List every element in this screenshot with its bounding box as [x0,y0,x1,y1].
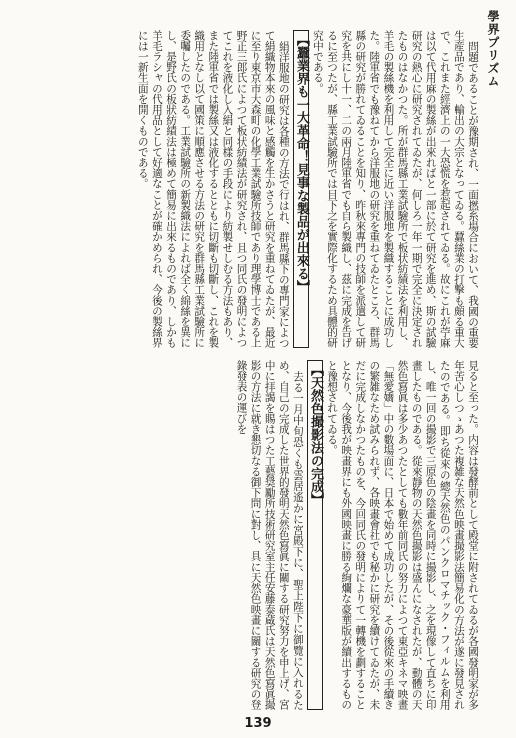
section-heading: 【天然色撮影法の完成】 [307,360,323,710]
paragraph: 絹洋服地の研究は各種の方法で行はれ、群馬縣下の專門家によつて絹織物本來の風味と感觸を生かさうと研究を重ねてゐたが、最近に至り東京市大森町の化學工業試驗所技師であり理學博士である上野正三郎氏によつて板状紡績法が研究され、且つ同氏の發明によつてこれを液化し入絹と同樣の手段により紡製せしむる方法もあり、また陸軍省では製絲又は液化するとともに切斷も切斷し、これを製織用となし以て國策に順應させる方法の研究を群馬縣工業試驗所に委囑したのである。工業試驗所の新製織法によれば全く綿絲を異にし、是野氏の板狀紡績法は極めて簡易に出來るものであり、しかも羊毛ラシャの代用品として好適なことが確かめられ、今後の製絲界には一新生面を開くものである。 [136,30,290,348]
upper-tier-text [18,30,480,348]
paragraph: 去る一月中旬恐くも雲居遙かに宮殿下に、聖上陛下に御覽に入れるため、自己の完成した世界的發明天然色寫眞に關する研究努力を申上げ、宮中に拝謁を賜はつた工藝奨勵所技術研究室主任安藤泰蔵氏は天然色寫眞撮影の方法に就き懇切なる御下問に對し、具に天然色映畫に關する研究の登錄發表の運びを [235,360,304,710]
paragraph: 見ると至った。内容は發酵前として殿堂に附されてゐるが各國發明家が多年苦心しつゝあつた複雑な天然色映畫撮影法簡易化の方法が遂に發見されたのである。即ち從來の總天然色のパンクロマチック・フィルムを利用し、唯一回の撮影で三原色の陰畫を同時に撮影し、之を現像して直ちに印畫したものである。從來靜物の天然色撮影は盛んになされたが、動體の天然色寫眞は多少あつたとしても數年前同氏の努力によつて東亞キネマ映畫「無愛嬌」中の數場面に、日本で始めて成功したが、その後從來の手續きの繁雑なため試みられず、各映畫會社でも秘かに研究を續けてゐたが、未だに完成しなかつたものを、今回同氏の發明によりて一轉機を劃することとなり、今後我が映畫界にも外國映畫に勝る絢爛な豪華版が續出するものと豫想されてゐる。 [326,360,479,710]
section-heading: 【蠶業界も一大革命！見事な製品が出來る】 [293,30,309,348]
running-header: 學界プリズム [486,10,500,88]
lower-tier-text [18,360,480,710]
page-number: 139 [244,716,272,731]
paragraph: 問題であることが豫期され、一面撚糸場合において、我國の重要生産品であり、輸出の大宗となってゐる。蠶絲業の打撃も頗る重大で、これまた經濟上の一大恐慌を惹起されてゐる。故にこれが苧麻は以て代用麻の製絲が出來ればと一部に於て研究を進め、斯の試驗研究の熱心に研究されてゐたが、何しろ一年一期で完全に決定されたものはなかつた。所が群馬縣工業試驗所で板状紡績法を利用し、羊毛の製絲機を利用して完全に近い洋服地を製織することに成功した。陸軍省でも豫ねてから洋服地の研究を重ねてゐたところ、群馬縣の研究が勝れてゐることを知り、昨秋來專門の技師を派遣して研究を共にし十一、二の兩月陸軍省でも自ら製織し、茲に完成を告げるに至つたが、縣工業試驗所では目下之を實際化するため具體的研究中である。 [311,30,479,348]
